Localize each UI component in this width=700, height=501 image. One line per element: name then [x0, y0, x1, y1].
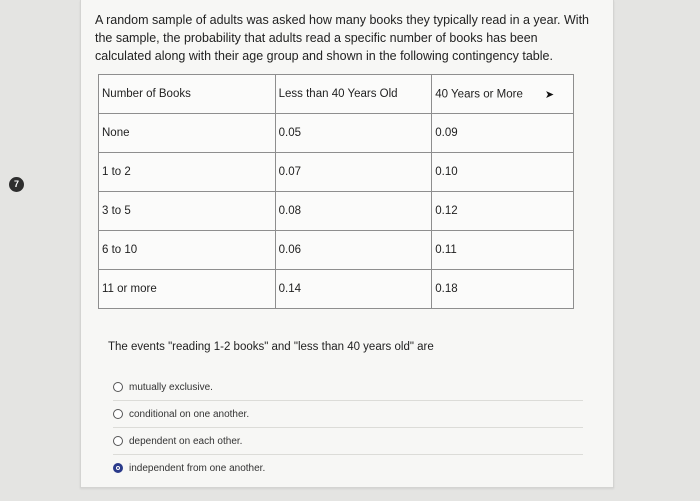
table-cell: 0.10 [432, 153, 574, 192]
header-cell: Number of Books [99, 75, 276, 114]
table-cell: 0.14 [275, 270, 432, 309]
table-row [99, 153, 574, 192]
radio-button[interactable] [113, 409, 123, 419]
table-header-row [99, 75, 574, 114]
option-independent[interactable] [113, 455, 583, 481]
option-label: conditional on one another. [129, 408, 250, 420]
header-cell: Less than 40 Years Old [275, 75, 432, 114]
table-cell: 1 to 2 [99, 153, 276, 192]
table-row [99, 114, 574, 153]
question-intro: A random sample of adults was asked how many books they typically read in a year. With the sample, the probability that adults read a specific number of books has been calculated along with their age group and shown in the following contingency table. [95, 13, 589, 63]
option-label: mutually exclusive. [129, 381, 213, 393]
table-cell: 0.05 [275, 114, 432, 153]
table-cell: 0.12 [432, 192, 574, 231]
question-prompt: The events "reading 1-2 books" and "less than 40 years old" are [108, 341, 434, 353]
option-dependent[interactable] [113, 428, 583, 455]
table-row [99, 192, 574, 231]
radio-button[interactable] [113, 436, 123, 446]
contingency-table [98, 74, 574, 309]
table-cell: 3 to 5 [99, 192, 276, 231]
option-label: dependent on each other. [129, 435, 243, 447]
radio-button-selected[interactable] [113, 463, 123, 473]
question-card [80, 0, 614, 488]
header-cell-label: 40 Years or More [435, 88, 523, 101]
table-cell: 0.09 [432, 114, 574, 153]
table-row [99, 270, 574, 309]
table-cell: 0.06 [275, 231, 432, 270]
mouse-cursor-icon: ➤ [544, 88, 555, 101]
table-cell: 0.11 [432, 231, 574, 270]
table-row [99, 231, 574, 270]
radio-button[interactable] [113, 382, 123, 392]
header-cell [432, 75, 574, 114]
table-cell: 11 or more [99, 270, 276, 309]
table-cell: 0.18 [432, 270, 574, 309]
question-number-badge: 7 [9, 177, 24, 192]
table-cell: 0.08 [275, 192, 432, 231]
option-mutually-exclusive[interactable] [113, 374, 583, 401]
option-conditional[interactable] [113, 401, 583, 428]
table-cell: 6 to 10 [99, 231, 276, 270]
table-cell: None [99, 114, 276, 153]
table-cell: 0.07 [275, 153, 432, 192]
answer-options [113, 374, 583, 481]
option-label: independent from one another. [129, 462, 266, 474]
